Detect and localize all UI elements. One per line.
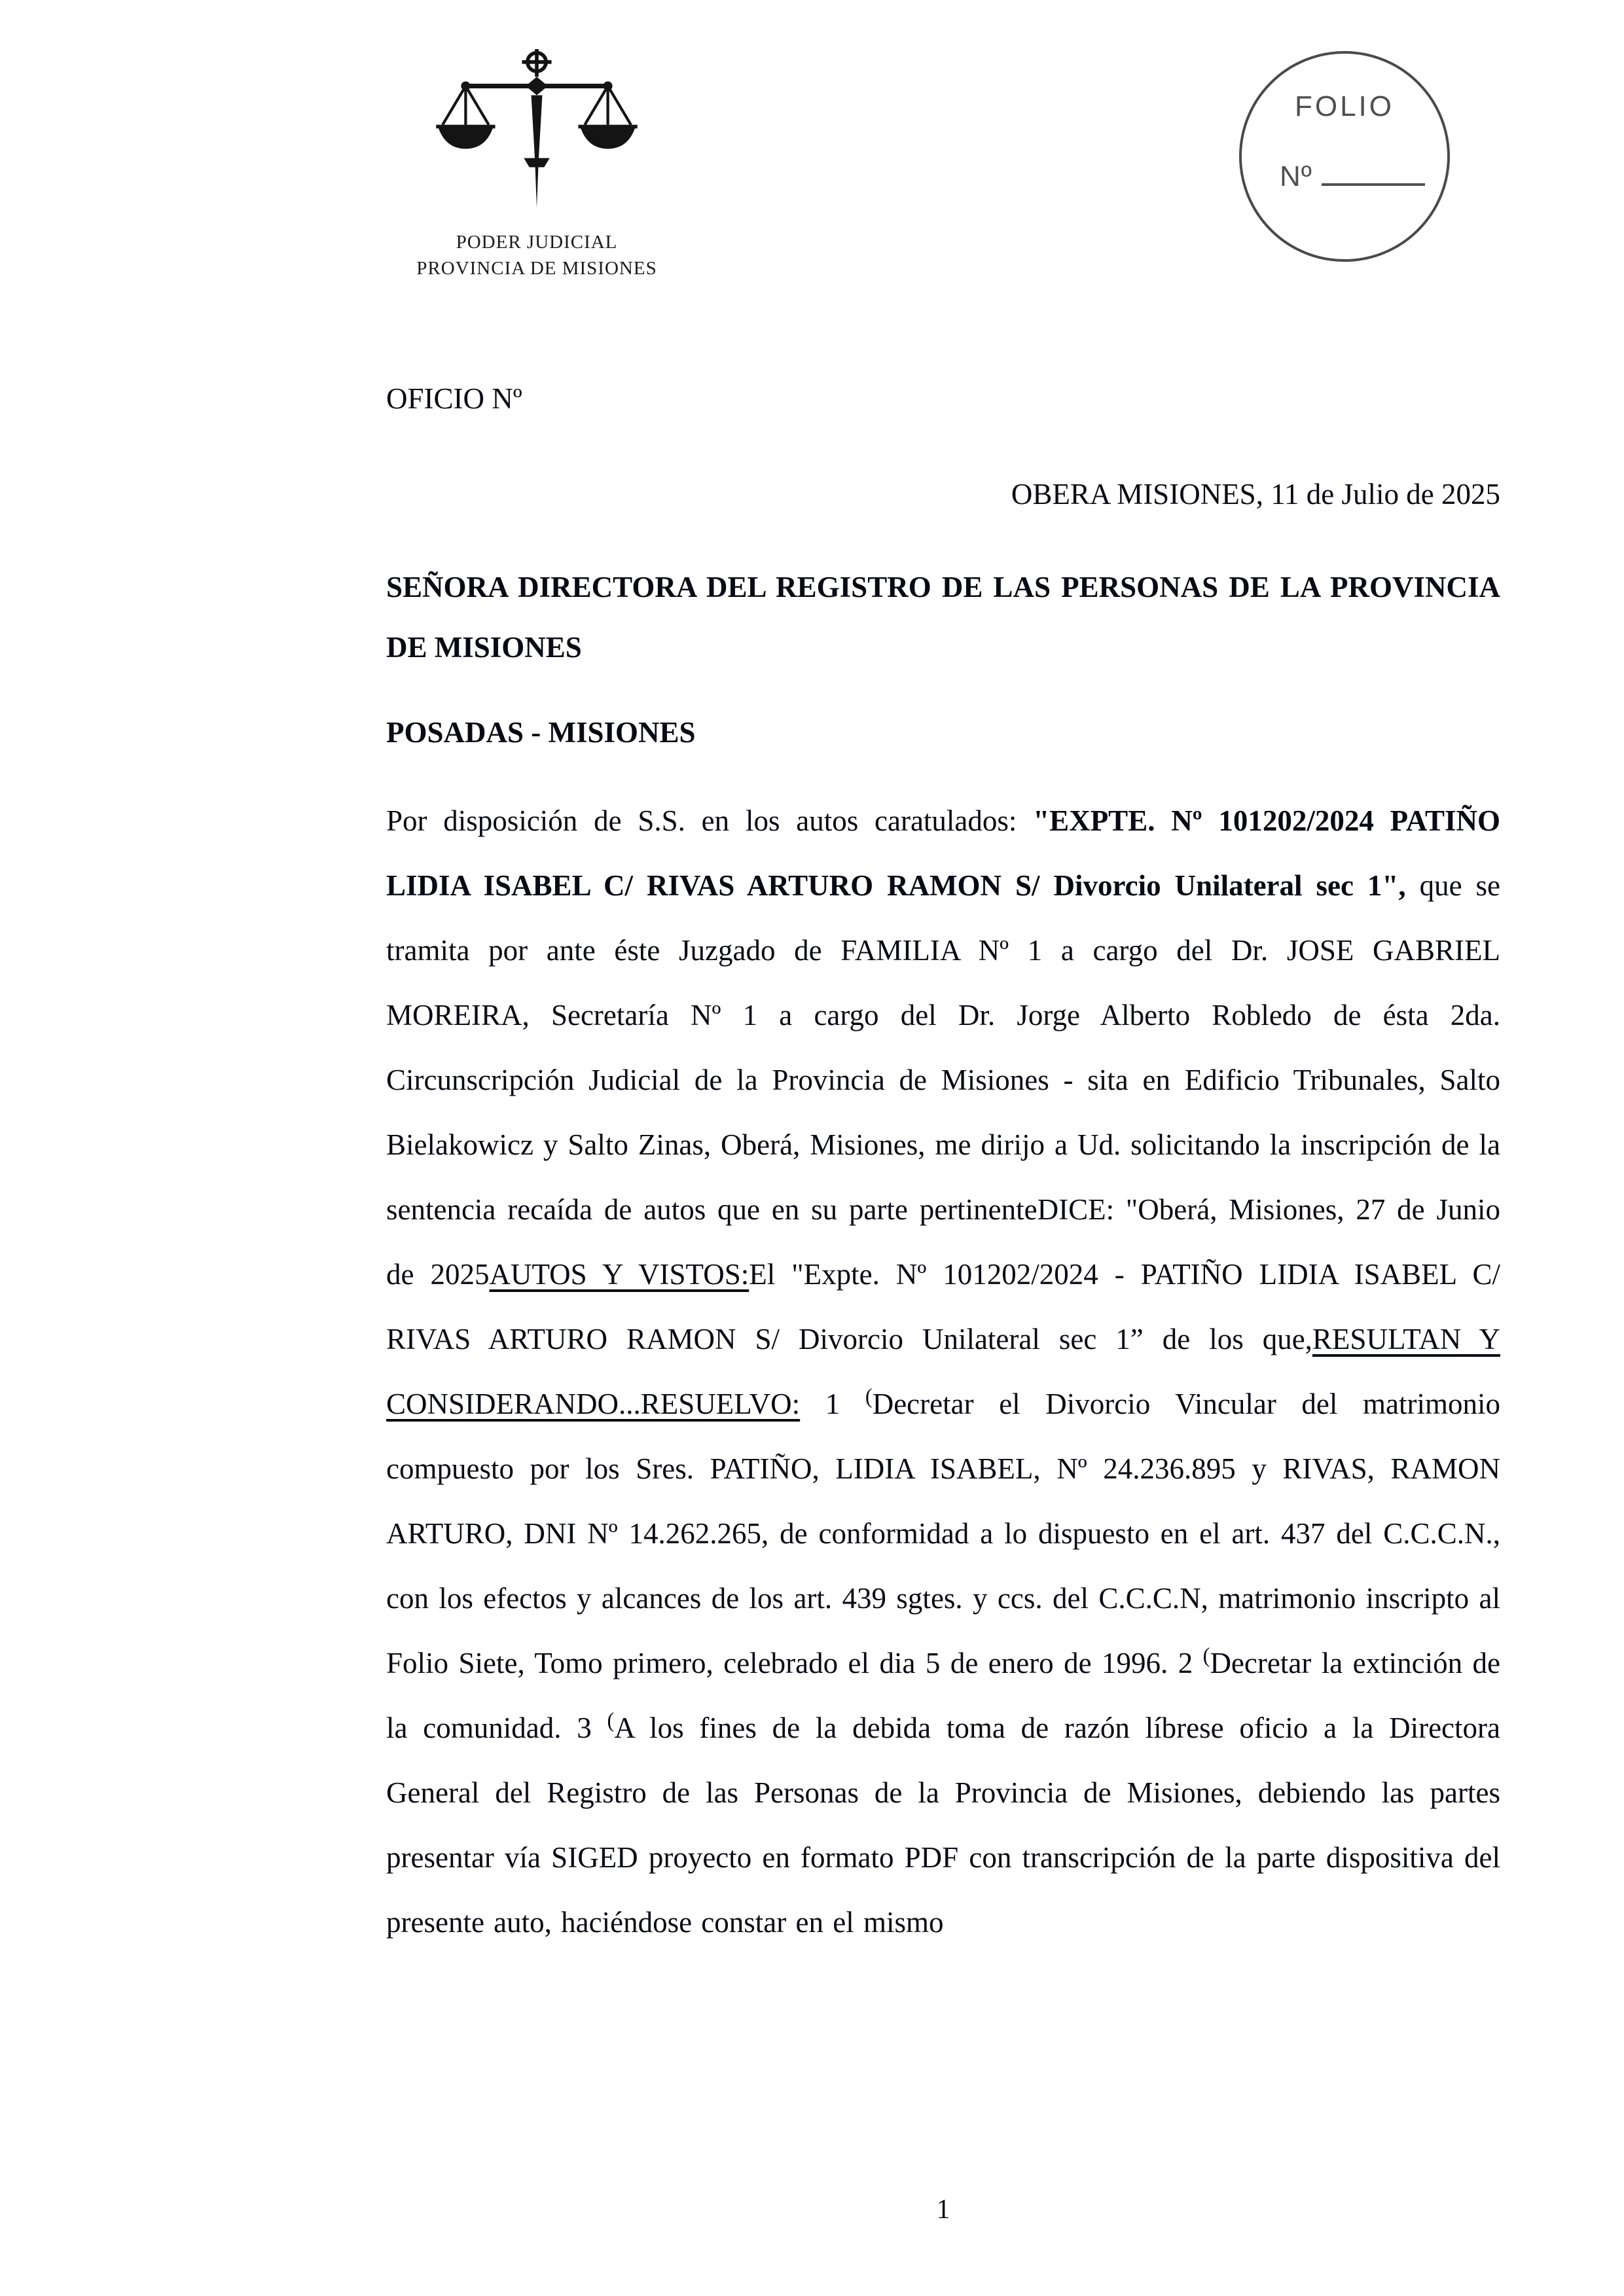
paragraph-segment: ( [1202,1644,1210,1668]
folio-number-label: Nº [1280,160,1312,192]
dateline: OBERA MISIONES, 11 de Julio de 2025 [1011,478,1500,511]
folio-stamp [1239,51,1450,262]
paragraph-segment: que se tramita por ante éste Juzgado de FAMILIA Nº 1 a cargo del Dr. JOSE GABRIEL MOREIRA, Secretaría Nº 1 a cargo del Dr. Jorge Alberto Robledo de ésta 2da. Circunscripción Judicial de la Provincia de Misiones - sita en Edificio Tribunales, Salto Bielakowicz y Salto Zinas, Oberá, Misiones, me dirijo a Ud. solicitando la inscripción de la sentencia recaída de autos que en su parte pertinenteDICE: "Oberá, Misiones, 27 de Junio de 2025 [386,869,1500,1291]
paragraph-segment: AUTOS Y VISTOS: [489,1258,749,1291]
paragraph-segment: El "Expte. Nº 101202/2024 - PATIÑO LIDIA ISABEL C/ RIVAS ARTURO RAMON S/ Divorcio Unilateral sec 1” de los que, [386,1258,1500,1355]
paragraph-segment: Decretar la extinción de la comunidad. 3 [386,1647,1501,1744]
paragraph-segment: Por disposición de S.S. en los autos caratulados: [386,804,1034,837]
judicial-logo [393,49,681,281]
paragraph-segment: ( [607,1709,615,1732]
page-number: 1 [936,2195,950,2225]
folio-number-row [1280,157,1425,193]
folio-label: FOLIO [1294,90,1395,122]
body-paragraph [386,789,1500,1955]
paragraph-segment: 1 [800,1388,865,1420]
paragraph-segment: Decretar el Divorcio Vincular del matrimonio compuesto por los Sres. PATIÑO, LIDIA ISABEL, Nº 24.236.895 y RIVAS, RAMON ARTURO, DNI Nº 14.262.265, de conformidad a lo dispuesto en el art. 437 del C.C.C.N., con los efectos y alcances de los art. 439 sgtes. y ccs. del C.C.C.N, matrimonio inscripto al Folio Siete, Tomo primero, celebrado el dia 5 de enero de 1996. 2 [386,1388,1501,1679]
city-heading: POSADAS - MISIONES [386,716,696,749]
paragraph-segment: "EXPTE. Nº 101202/2024 PATIÑO LIDIA ISABEL C/ RIVAS ARTURO RAMON S/ Divorcio Unilateral sec 1", [386,804,1501,902]
folio-number-blank-line [1322,157,1425,186]
logo-caption-line1: PODER JUDICIAL [456,232,618,253]
scales-of-justice-icon [429,49,645,224]
logo-caption-line2: PROVINCIA DE MISIONES [416,258,657,279]
paragraph-segment: ( [865,1385,873,1408]
paragraph-segment: RESULTAN Y CONSIDERANDO...RESUELVO: [386,1323,1500,1420]
oficio-number-line: OFICIO Nº [386,382,522,415]
paragraph-segment: A los fines de la debida toma de razón líbrese oficio a la Directora General del Registro de las Personas de la Provincia de Misiones, debiendo las partes presentar vía SIGED proyecto en formato PDF con transcripción de la parte dispositiva del presente auto, haciéndose constar en el mismo [386,1712,1500,1939]
document-body [386,382,1500,1955]
addressee-heading: SEÑORA DIRECTORA DEL REGISTRO DE LAS PERSONAS DE LA PROVINCIA DE MISIONES [386,571,1500,664]
